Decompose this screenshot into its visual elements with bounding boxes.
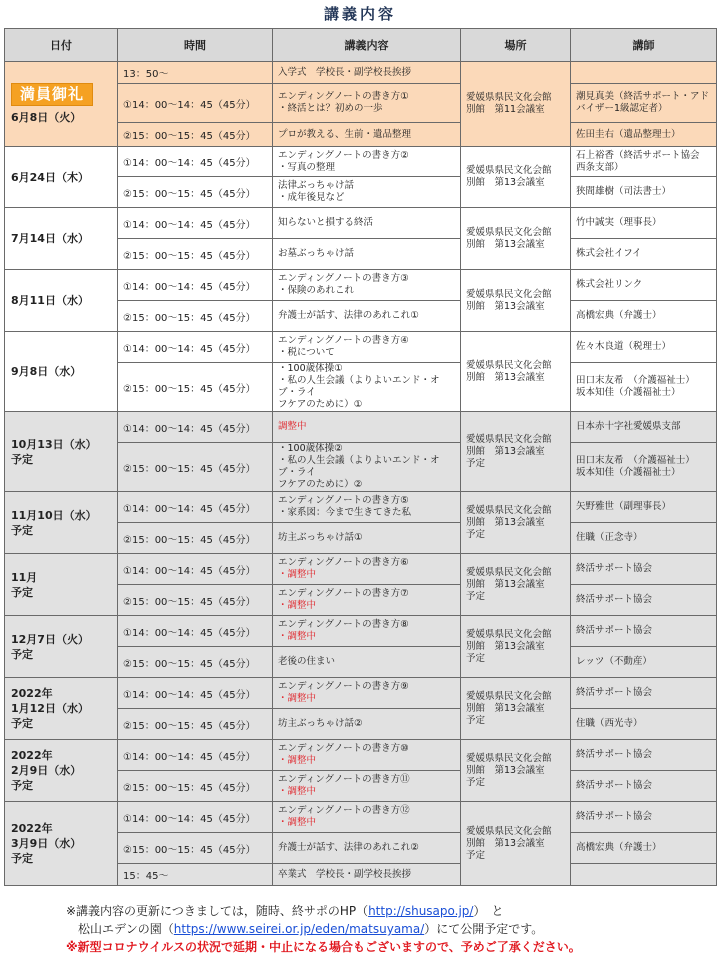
date-cell: 9月8日（水） xyxy=(5,332,118,412)
lecturer-cell: レッツ（不動産） xyxy=(571,647,717,678)
date-cell: 8月11日（水） xyxy=(5,270,118,332)
table-row xyxy=(5,740,717,771)
header-place: 場所 xyxy=(461,29,571,62)
time-cell: ①14：00～14：45（45分） xyxy=(118,147,273,177)
place-cell: 愛媛県県民文化会館 別館 第13会議室 予定 xyxy=(461,678,571,740)
notes xyxy=(66,902,581,956)
time-cell: 15：45～ xyxy=(118,864,273,886)
content-cell: 入学式 学校長・副学校長挨拶 xyxy=(273,62,461,84)
time-cell: ②15：00～15：45（45分） xyxy=(118,647,273,678)
note-line-2: 松山エデンの園（https://www.seirei.or.jp/eden/matsuyama/）にて公開予定です。 xyxy=(78,922,544,936)
table-row xyxy=(5,554,717,585)
table-row xyxy=(5,332,717,363)
date-cell: 2022年 3月9日（水） 予定 xyxy=(5,802,118,886)
place-cell: 愛媛県県民文化会館 別館 第13会議室 予定 xyxy=(461,554,571,616)
lecturer-cell: 高橋宏典（弁護士） xyxy=(571,301,717,332)
table-row xyxy=(5,616,717,647)
content-cell: エンディングノートの書き方⑪ ・調整中 xyxy=(273,771,461,802)
date-cell: 12月7日（火） 予定 xyxy=(5,616,118,678)
lecturer-cell: 株式会社リンク xyxy=(571,270,717,301)
lecturer-cell: 田口末友希 （介護福祉士） 坂本知佳（介護福祉士） xyxy=(571,363,717,412)
content-cell: エンディングノートの書き方⑫ ・調整中 xyxy=(273,802,461,833)
content-cell: 坊主ぶっちゃけ話① xyxy=(273,523,461,554)
time-cell: ②15：00～15：45（45分） xyxy=(118,771,273,802)
content-cell: 調整中 xyxy=(273,412,461,443)
place-cell: 愛媛県県民文化会館 別館 第13会議室 予定 xyxy=(461,802,571,886)
place-cell: 愛媛県県民文化会館 別館 第13会議室 xyxy=(461,208,571,270)
place-cell: 愛媛県県民文化会館 別館 第11会議室 xyxy=(461,62,571,147)
table-row xyxy=(5,678,717,709)
content-cell: エンディングノートの書き方② ・写真の整理 xyxy=(273,147,461,177)
time-cell: ②15：00～15：45（45分） xyxy=(118,443,273,492)
content-cell: 弁護士が話す、法律のあれこれ② xyxy=(273,833,461,864)
content-cell: 法律ぶっちゃけ話 ・成年後見など xyxy=(273,177,461,208)
time-cell: ②15：00～15：45（45分） xyxy=(118,177,273,208)
table-row xyxy=(5,208,717,239)
place-cell: 愛媛県県民文化会館 別館 第13会議室 xyxy=(461,147,571,208)
lecturer-cell: 住職（正念寺） xyxy=(571,523,717,554)
place-cell: 愛媛県県民文化会館 別館 第13会議室 xyxy=(461,270,571,332)
lecturer-cell: 終活サポート協会 xyxy=(571,740,717,771)
content-cell: ・100歳体操② ・私の人生会議（よりよいエンド・オブ・ライ フケアのために）② xyxy=(273,443,461,492)
time-cell: 13：50～ xyxy=(118,62,273,84)
time-cell: ②15：00～15：45（45分） xyxy=(118,301,273,332)
content-cell: 知らないと損する終活 xyxy=(273,208,461,239)
date-cell: 満員御礼 6月8日（火） xyxy=(5,62,118,147)
lecturer-cell: 終活サポート協会 xyxy=(571,771,717,802)
header-lecturer: 講師 xyxy=(571,29,717,62)
date-cell: 2022年 2月9日（水） 予定 xyxy=(5,740,118,802)
time-cell: ②15：00～15：45（45分） xyxy=(118,363,273,412)
header-content: 講義内容 xyxy=(273,29,461,62)
table-row xyxy=(5,412,717,443)
shusapo-link[interactable]: http://shusapo.jp/ xyxy=(368,904,474,918)
table-row xyxy=(5,492,717,523)
content-cell: エンディングノートの書き方⑧ ・調整中 xyxy=(273,616,461,647)
time-cell: ①14：00～14：45（45分） xyxy=(118,802,273,833)
place-cell: 愛媛県県民文化会館 別館 第13会議室 予定 xyxy=(461,616,571,678)
time-cell: ①14：00～14：45（45分） xyxy=(118,492,273,523)
lecturer-cell: 終活サポート協会 xyxy=(571,585,717,616)
time-cell: ②15：00～15：45（45分） xyxy=(118,239,273,270)
lecturer-cell: 終活サポート協会 xyxy=(571,616,717,647)
time-cell: ①14：00～14：45（45分） xyxy=(118,208,273,239)
content-cell: お墓ぶっちゃけ話 xyxy=(273,239,461,270)
place-cell: 愛媛県県民文化会館 別館 第13会議室 xyxy=(461,332,571,412)
date-cell: 10月13日（水） 予定 xyxy=(5,412,118,492)
content-cell: 坊主ぶっちゃけ話② xyxy=(273,709,461,740)
date-cell: 11月 予定 xyxy=(5,554,118,616)
lecturer-cell: 石上裕香（終活サポート協会 西条支部） xyxy=(571,147,717,177)
covid-warning: ※新型コロナウイルスの状況で延期・中止になる場合もございますので、予めご了承ください。 xyxy=(66,940,581,954)
lecturer-cell xyxy=(571,864,717,886)
table-row xyxy=(5,62,717,84)
content-cell: ・100歳体操① ・私の人生会議（よりよいエンド・オブ・ライ フケアのために）① xyxy=(273,363,461,412)
time-cell: ②15：00～15：45（45分） xyxy=(118,523,273,554)
lecturer-cell: 日本赤十字社愛媛県支部 xyxy=(571,412,717,443)
content-cell: 老後の住まい xyxy=(273,647,461,678)
date-cell: 11月10日（水） 予定 xyxy=(5,492,118,554)
content-cell: エンディングノートの書き方④ ・税について xyxy=(273,332,461,363)
lecturer-cell: 高橋宏典（弁護士） xyxy=(571,833,717,864)
time-cell: ①14：00～14：45（45分） xyxy=(118,332,273,363)
place-cell: 愛媛県県民文化会館 別館 第13会議室 予定 xyxy=(461,740,571,802)
lecturer-cell: 潮見真美（終活サポート・アド バイザー1級認定者） xyxy=(571,84,717,123)
lecturer-cell: 田口末友希 （介護福祉士） 坂本知佳（介護福祉士） xyxy=(571,443,717,492)
lecturer-cell: 終活サポート協会 xyxy=(571,802,717,833)
time-cell: ②15：00～15：45（45分） xyxy=(118,585,273,616)
lecturer-cell: 終活サポート協会 xyxy=(571,554,717,585)
content-cell: エンディングノートの書き方⑨ ・調整中 xyxy=(273,678,461,709)
lecturer-cell: 株式会社イフイ xyxy=(571,239,717,270)
time-cell: ①14：00～14：45（45分） xyxy=(118,84,273,123)
date-cell: 7月14日（水） xyxy=(5,208,118,270)
content-cell: エンディングノートの書き方⑩ ・調整中 xyxy=(273,740,461,771)
full-badge: 満員御礼 xyxy=(11,83,93,106)
content-cell: 卒業式 学校長・副学校長挨拶 xyxy=(273,864,461,886)
place-cell: 愛媛県県民文化会館 別館 第13会議室 予定 xyxy=(461,412,571,492)
schedule-table xyxy=(4,28,717,886)
eden-link[interactable]: https://www.seirei.or.jp/eden/matsuyama/ xyxy=(173,922,425,936)
time-cell: ①14：00～14：45（45分） xyxy=(118,616,273,647)
time-cell: ①14：00～14：45（45分） xyxy=(118,554,273,585)
content-cell: エンディングノートの書き方① ・終活とは？初めの一歩 xyxy=(273,84,461,123)
page-title: 講義内容 xyxy=(323,5,396,23)
content-cell: エンディングノートの書き方⑦ ・調整中 xyxy=(273,585,461,616)
content-cell: エンディングノートの書き方③ ・保険のあれこれ xyxy=(273,270,461,301)
time-cell: ②15：00～15：45（45分） xyxy=(118,833,273,864)
time-cell: ①14：00～14：45（45分） xyxy=(118,270,273,301)
time-cell: ①14：00～14：45（45分） xyxy=(118,678,273,709)
content-cell: プロが教える、生前・遺品整理 xyxy=(273,123,461,147)
place-cell: 愛媛県県民文化会館 別館 第13会議室 予定 xyxy=(461,492,571,554)
table-row xyxy=(5,270,717,301)
header-row xyxy=(5,29,717,62)
note-line-1: ※講義内容の更新につきましては，随時、終サポのHP（http://shusapo.jp/） と xyxy=(66,904,504,918)
lecturer-cell: 矢野雅世（副理事長） xyxy=(571,492,717,523)
lecturer-cell xyxy=(571,62,717,84)
header-time: 時間 xyxy=(118,29,273,62)
lecturer-cell: 竹中誠実（理事長） xyxy=(571,208,717,239)
time-cell: ①14：00～14：45（45分） xyxy=(118,412,273,443)
lecturer-cell: 佐田圭右（遺品整理士） xyxy=(571,123,717,147)
time-cell: ①14：00～14：45（45分） xyxy=(118,740,273,771)
content-cell: エンディングノートの書き方⑥ ・調整中 xyxy=(273,554,461,585)
content-cell: エンディングノートの書き方⑤ ・家系図：今まで生きてきた私 xyxy=(273,492,461,523)
time-cell: ②15：00～15：45（45分） xyxy=(118,709,273,740)
lecturer-cell: 終活サポート協会 xyxy=(571,678,717,709)
header-date: 日付 xyxy=(5,29,118,62)
lecturer-cell: 佐々木良道（税理士） xyxy=(571,332,717,363)
date-cell: 6月24日（木） xyxy=(5,147,118,208)
lecturer-cell: 住職（西光寺） xyxy=(571,709,717,740)
time-cell: ②15：00～15：45（45分） xyxy=(118,123,273,147)
lecturer-cell: 狭間雄樹（司法書士） xyxy=(571,177,717,208)
date-cell: 2022年 1月12日（水） 予定 xyxy=(5,678,118,740)
content-cell: 弁護士が話す、法律のあれこれ① xyxy=(273,301,461,332)
table-row xyxy=(5,802,717,833)
table-row xyxy=(5,147,717,177)
